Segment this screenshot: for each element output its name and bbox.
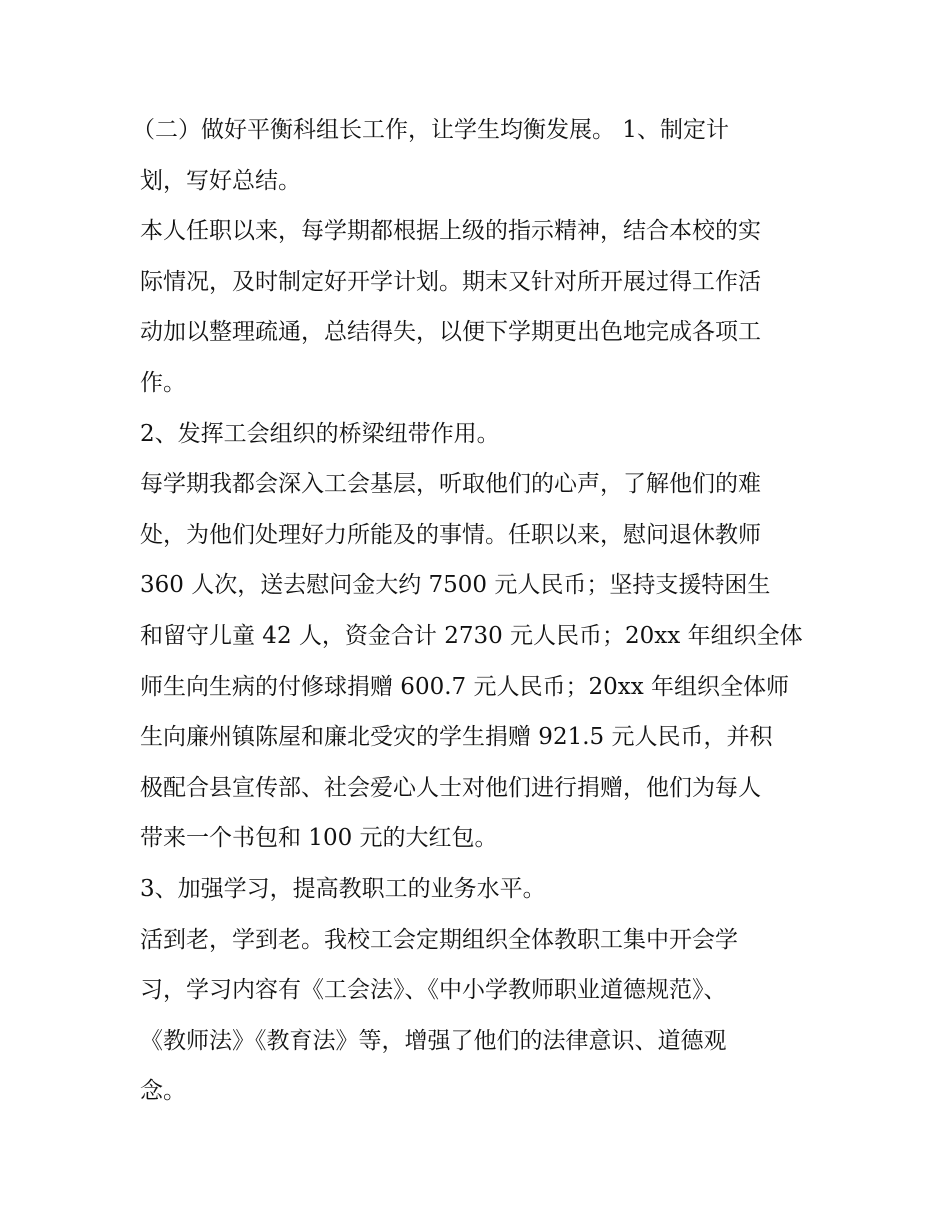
subheading: 3、加强学习，提高教职工的业务水平。 [140,875,546,902]
text-line: 习，学习内容有《工会法》、《中小学教师职业道德规范》、 [140,977,727,1004]
text-line: 每学期我都会深入工会基层，听取他们的心声，了解他们的难 [140,471,761,498]
subheading: 2、发挥工会组织的桥梁纽带作用。 [140,420,500,447]
text-line: 带来一个书包和 100 元的大红包。 [140,825,498,852]
text-line: 作。 [140,369,186,396]
text-line: 本人任职以来，每学期都根据上级的指示精神，结合本校的实 [140,218,761,245]
text-line: 和留守儿童 42 人，资金合计 2730 元人民币；20xx 年组织全体 [140,622,803,649]
text-line: 《教师法》《教育法》等，增强了他们的法律意识、道德观 [140,1027,727,1054]
section-heading: （二）做好平衡科组长工作，让学生均衡发展。 1、制定计 [132,117,729,143]
text-line: 际情况，及时制定好开学计划。期末又针对所开展过得工作活 [140,268,761,295]
text-line: 极配合县宣传部、社会爱心人士对他们进行捐赠，他们为每人 [140,774,761,801]
text-line: 活到老，学到老。我校工会定期组织全体教职工集中开会学 [140,926,738,953]
text-line: 360 人次，送去慰问金大约 7500 元人民币；坚持支援特困生 [140,572,771,599]
text-line: 划，写好总结。 [140,167,301,194]
text-line: 动加以整理疏通，总结得失，以便下学期更出色地完成各项工 [140,319,761,346]
text-line: 师生向生病的付修球捐赠 600.7 元人民币；20xx 年组织全体师 [140,673,789,700]
text-line: 念。 [140,1078,186,1105]
text-line: 生向廉州镇陈屋和廉北受灾的学生捐赠 921.5 元人民币，并积 [140,724,773,751]
document-page [132,105,830,1117]
text-line: 处，为他们处理好力所能及的事情。任职以来，慰问退休教师 [140,521,761,548]
